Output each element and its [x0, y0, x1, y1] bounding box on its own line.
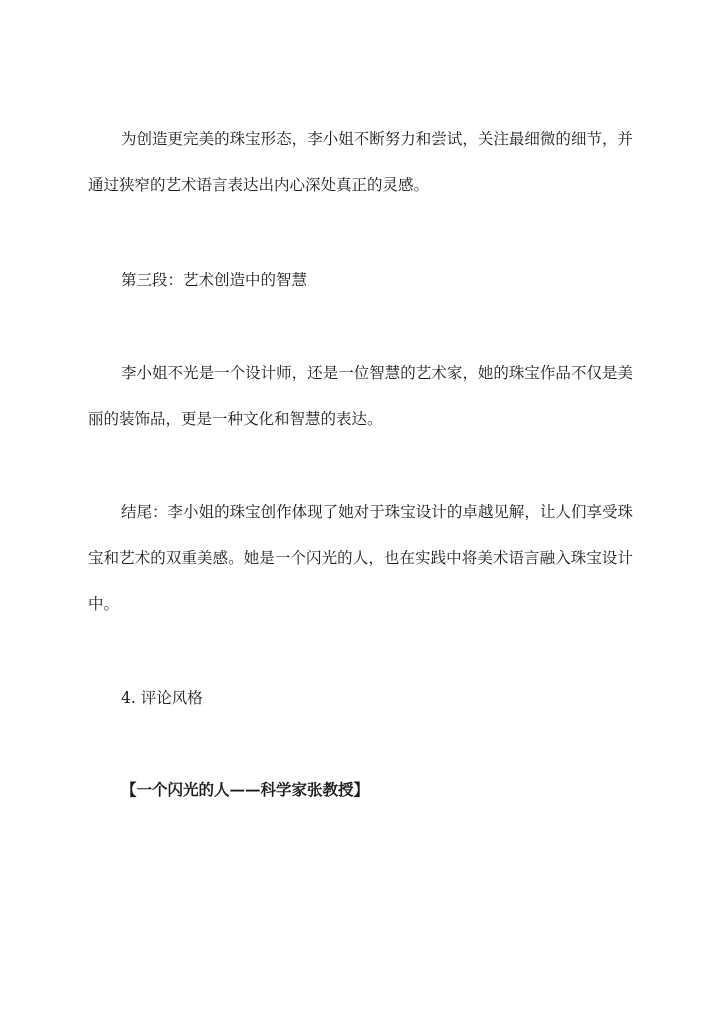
paragraph-wise-artist: 李小姐不光是一个设计师，还是一位智慧的艺术家，她的珠宝作品不仅是美丽的装饰品，更是一种文化和智慧的表达。: [88, 364, 633, 428]
section-heading-3: 第三段：艺术创造中的智慧: [121, 271, 308, 289]
article-subtitle: 【一个闪光的人——科学家张教授】: [121, 780, 370, 799]
paragraph-conclusion: 结尾：李小姐的珠宝创作体现了她对于珠宝设计的卓越见解，让人们享受珠宝和艺术的双重美感。她是一个闪光的人，也在实践中将美术语言融入珠宝设计中。: [88, 503, 633, 613]
section-heading-4: 4. 评论风格: [121, 689, 203, 707]
paragraph-design-effort: 为创造更完美的珠宝形态，李小姐不断努力和尝试，关注最细微的细节，并通过狭窄的艺术语言表达出内心深处真正的灵感。: [88, 130, 633, 194]
